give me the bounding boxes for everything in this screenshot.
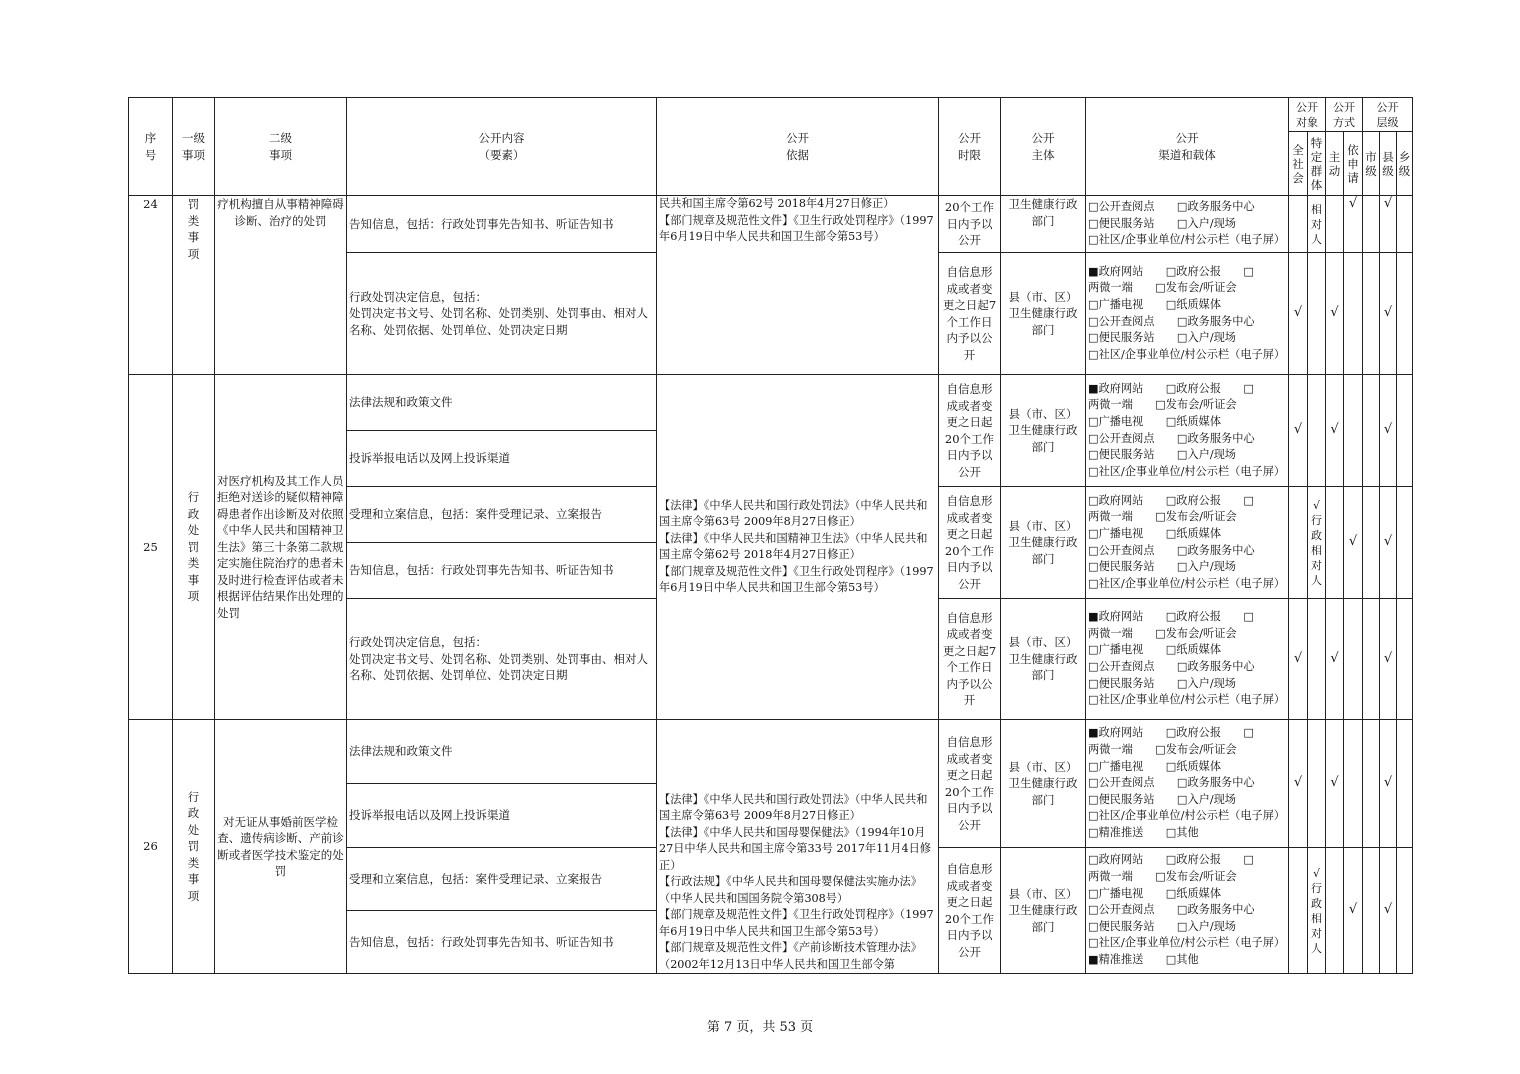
check-obj-specific: 相 对 人 [1308,196,1326,253]
header-level: 公开 层级 [1363,98,1413,132]
check-lvl-county: √ [1380,720,1397,848]
row-subject: 卫生健康行政部门 [1001,196,1086,253]
check-obj-specific [1308,599,1326,720]
content-item: 告知信息，包括：行政处罚事先告知书、听证告知书 [347,543,657,599]
check-obj-all [1289,848,1308,974]
row-level1: 行 政 处 罚 类 事 项 [173,720,215,974]
header-level2: 二级 事项 [215,98,347,196]
row-level2: 对医疗机构及其工作人员拒绝对送诊的疑似精神障碍患者作出诊断及对依照《中华人民共和国精神卫生法》第三十条第二款规定实施住院治疗的患者未及时进行检查评估或者未根据评估结果作出处理的处罚 [215,375,347,720]
header-lvl-town: 乡 级 [1397,132,1413,196]
table-row [129,720,1413,784]
content-item: 投诉举报电话以及网上投诉渠道 [347,784,657,848]
row-channels: ■政府网站 □政府公报 □ 两微一端 □发布会/听证会 □广播电视 □纸质媒体 □公开查阅点 □政务服务中心 □便民服务站 □入户/现场 □社区/企事业单位/村公示栏（电子屏） □精准推送 □其他 [1086,720,1289,848]
check-lvl-city [1363,599,1380,720]
header-obj-specific: 特 定 群 体 [1308,132,1326,196]
check-lvl-county: √ [1380,848,1397,974]
content-item: 行政处罚决定信息，包括： 处罚决定书文号、处罚名称、处罚类别、处罚事由、相对人名称、处罚依据、处罚单位、处罚决定日期 [347,599,657,720]
check-mode-apply: √ [1344,196,1363,253]
row-channels: □政府网站 □政府公报 □ 两微一端 □发布会/听证会 □广播电视 □纸质媒体 □公开查阅点 □政务服务中心 □便民服务站 □入户/现场 □社区/企事业单位/村公示栏（电子屏） ■精准推送 □其他 [1086,848,1289,974]
row-limit: 自信息形成或者变更之日起20个工作日内予以公开 [939,487,1001,599]
content-item: 法律法规和政策文件 [347,375,657,431]
check-mode-apply: √ [1344,848,1363,974]
check-lvl-city [1363,375,1380,487]
check-mode-apply [1344,253,1363,375]
check-obj-specific: √ 行 政 相 对 人 [1308,848,1326,974]
row-subject: 县（市、区）卫生健康行政部门 [1001,487,1086,599]
check-mode-active: √ [1326,720,1344,848]
header-lvl-county: 县 级 [1380,132,1397,196]
row-channels: □政府网站 □政府公报 □ 两微一端 □发布会/听证会 □广播电视 □纸质媒体 □公开查阅点 □政务服务中心 □便民服务站 □入户/现场 □社区/企事业单位/村公示栏（电子屏） [1086,487,1289,599]
header-content: 公开内容 （要素） [347,98,657,196]
check-lvl-town [1397,848,1413,974]
check-mode-apply [1344,599,1363,720]
content-item: 告知信息，包括：行政处罚事先告知书、听证告知书 [347,196,657,253]
check-lvl-county: √ [1380,599,1397,720]
row-channels: ■政府网站 □政府公报 □ 两微一端 □发布会/听证会 □广播电视 □纸质媒体 □公开查阅点 □政务服务中心 □便民服务站 □入户/现场 □社区/企事业单位/村公示栏（电子屏） [1086,375,1289,487]
check-lvl-town [1397,375,1413,487]
check-lvl-county: √ [1380,487,1397,599]
row-seq: 25 [129,375,173,720]
page-footer: 第 7 页，共 53 页 [706,1020,814,1035]
check-lvl-city [1363,196,1380,253]
check-lvl-city [1363,487,1380,599]
row-limit: 自信息形成或者变更之日起20个工作日内予以公开 [939,848,1001,974]
check-mode-apply [1344,720,1363,848]
row-level1: 罚 类 事 项 [173,196,215,375]
table-row [129,375,1413,431]
row-limit: 自信息形成或者变更之日起20个工作日内予以公开 [939,375,1001,487]
header-basis: 公开 依据 [657,98,939,196]
check-mode-active: √ [1326,375,1344,487]
header-mode-apply: 依 申 请 [1344,132,1363,196]
content-item: 行政处罚决定信息，包括： 处罚决定书文号、处罚名称、处罚类别、处罚事由、相对人名称、处罚依据、处罚单位、处罚决定日期 [347,253,657,375]
check-lvl-city [1363,720,1380,848]
row-channels: ■政府网站 □政府公报 □ 两微一端 □发布会/听证会 □广播电视 □纸质媒体 □公开查阅点 □政务服务中心 □便民服务站 □入户/现场 □社区/企事业单位/村公示栏（电子屏） [1086,253,1289,375]
header-lvl-city: 市 级 [1363,132,1380,196]
row-basis: 【法律】《中华人民共和国行政处罚法》（中华人民共和国主席令第63号 2009年8月27日修正） 【法律】《中华人民共和国精神卫生法》（中华人民共和国主席令第62号 2018年4月27日修正） 【部门规章及规范性文件】《卫生行政处罚程序》（1997年6月19日中华人民共和国卫生部令第53号） [657,375,939,720]
row-limit: 20个工作日内予以公开 [939,196,1001,253]
check-lvl-town [1397,720,1413,848]
row-subject: 县（市、区）卫生健康行政部门 [1001,720,1086,848]
check-mode-apply: √ [1344,487,1363,599]
check-mode-active: √ [1326,599,1344,720]
header-limit: 公开 时限 [939,98,1001,196]
row-seq: 26 [129,720,173,974]
row-subject: 县（市、区）卫生健康行政部门 [1001,253,1086,375]
check-obj-specific [1308,720,1326,848]
check-obj-all [1289,196,1308,253]
content-item: 投诉举报电话以及网上投诉渠道 [347,431,657,487]
row-limit: 自信息形成或者变更之日起7个工作日内予以公开 [939,599,1001,720]
check-lvl-town [1397,253,1413,375]
header-mode-active: 主 动 [1326,132,1344,196]
row-level2: 对无证从事婚前医学检查、遗传病诊断、产前诊断或者医学技术鉴定的处罚 [215,720,347,974]
header-obj: 公开 对象 [1289,98,1326,132]
check-obj-all: √ [1289,599,1308,720]
check-obj-all [1289,487,1308,599]
row-subject: 县（市、区）卫生健康行政部门 [1001,375,1086,487]
check-mode-apply [1344,375,1363,487]
row-channels: ■政府网站 □政府公报 □ 两微一端 □发布会/听证会 □广播电视 □纸质媒体 □公开查阅点 □政务服务中心 □便民服务站 □入户/现场 □社区/企事业单位/村公示栏（电子屏） [1086,599,1289,720]
check-obj-all: √ [1289,375,1308,487]
table-row [129,196,1413,253]
row-basis: 民共和国主席令第62号 2018年4月27日修正） 【部门规章及规范性文件】《卫生行政处罚程序》（1997年6月19日中华人民共和国卫生部令第53号） [657,196,939,375]
row-subject: 县（市、区）卫生健康行政部门 [1001,599,1086,720]
check-lvl-city [1363,848,1380,974]
header-channels: 公开 渠道和载体 [1086,98,1289,196]
check-lvl-town [1397,487,1413,599]
check-mode-active [1326,196,1344,253]
check-obj-specific [1308,253,1326,375]
header-subject: 公开 主体 [1001,98,1086,196]
check-obj-specific: √ 行 政 相 对 人 [1308,487,1326,599]
row-channels: □公开查阅点 □政务服务中心 □便民服务站 □入户/现场 □社区/企事业单位/村公示栏（电子屏） [1086,196,1289,253]
row-seq: 24 [129,196,173,375]
header-mode: 公开 方式 [1326,98,1363,132]
row-level2: 疗机构擅自从事精神障碍诊断、治疗的处罚 [215,196,347,375]
disclosure-table [128,97,1413,974]
row-limit: 自信息形成或者变更之日起20个工作日内予以公开 [939,720,1001,848]
check-obj-specific [1308,375,1326,487]
content-item: 受理和立案信息，包括：案件受理记录、立案报告 [347,487,657,543]
check-mode-active: √ [1326,253,1344,375]
row-basis: 【法律】《中华人民共和国行政处罚法》（中华人民共和国主席令第63号 2009年8月27日修正） 【法律】《中华人民共和国母婴保健法》（1994年10月27日中华人民共和国主席令第33号 2017年11月4日修正） 【行政法规】《中华人民共和国母婴保健法实施办法》（中华人民共和国国务院令第308号） 【部门规章及规范性文件】《卫生行政处罚程序》（1997年6月19日中华人民共和国卫生部令第53号） 【部门规章及规范性文件】《产前诊断技术管理办法》（2002年12月13日中华人民共和国卫生部令第 [657,720,939,974]
check-obj-all: √ [1289,720,1308,848]
check-lvl-county: √ [1380,196,1397,253]
check-mode-active [1326,848,1344,974]
check-lvl-town [1397,599,1413,720]
check-lvl-town [1397,196,1413,253]
content-item: 告知信息，包括：行政处罚事先告知书、听证告知书 [347,911,657,974]
row-limit: 自信息形成或者变更之日起7个工作日内予以公开 [939,253,1001,375]
check-mode-active [1326,487,1344,599]
content-item: 受理和立案信息，包括：案件受理记录、立案报告 [347,848,657,911]
header-level1: 一级 事项 [173,98,215,196]
check-lvl-county: √ [1380,253,1397,375]
check-lvl-city [1363,253,1380,375]
row-level1: 行 政 处 罚 类 事 项 [173,375,215,720]
header-obj-all: 全 社 会 [1289,132,1308,196]
header-row-top [129,98,1413,132]
row-subject: 县（市、区）卫生健康行政部门 [1001,848,1086,974]
content-item: 法律法规和政策文件 [347,720,657,784]
check-obj-all: √ [1289,253,1308,375]
header-seq: 序 号 [129,98,173,196]
check-lvl-county: √ [1380,375,1397,487]
